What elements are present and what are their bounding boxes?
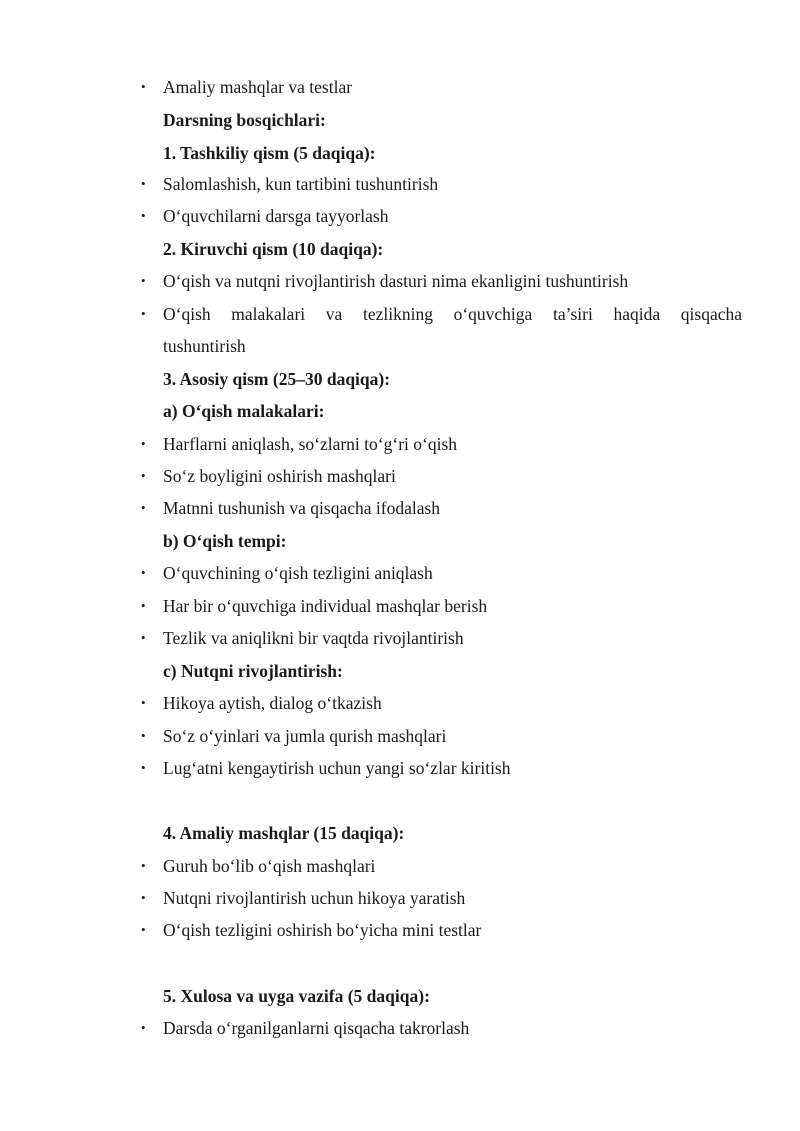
list-item: [141, 720, 742, 752]
heading-text: 4. Amaliy mashqlar (15 daqiqa):: [163, 823, 405, 843]
heading-text: 5. Xulosa va uyga vazifa (5 daqiqa):: [163, 986, 430, 1006]
list-item-text: tushuntirish: [163, 336, 246, 356]
section-heading: [163, 817, 742, 849]
list-item-text: Nutqni rivojlantirish uchun hikoya yaratish: [163, 888, 466, 908]
list-item-text: Har bir o‘quvchiga individual mashqlar berish: [163, 596, 488, 616]
bullet-marker: •: [141, 760, 146, 775]
section-heading: [163, 104, 742, 136]
bullet-marker: •: [141, 208, 146, 223]
list-item-text: Amaliy mashqlar va testlar: [163, 77, 353, 97]
bullet-marker: •: [141, 890, 146, 905]
bullet-marker: •: [141, 1020, 146, 1035]
bullet-marker: •: [141, 598, 146, 613]
list-item: [141, 265, 742, 297]
bullet-marker: •: [141, 922, 146, 937]
heading-text: 3. Asosiy qism (25–30 daqiqa):: [163, 369, 391, 389]
list-item: [141, 71, 742, 103]
bullet-marker: •: [141, 436, 146, 451]
list-item: [141, 492, 742, 524]
heading-text: a) O‘qish malakalari:: [163, 401, 325, 421]
heading-text: Darsning bosqichlari:: [163, 110, 326, 130]
list-item: [141, 168, 742, 200]
list-item: [141, 460, 742, 492]
list-item-text: O‘quvchining o‘qish tezligini aniqlash: [163, 563, 433, 583]
bullet-marker: •: [141, 79, 146, 94]
list-item-text: Darsda o‘rganilganlarni qisqacha takrorlash: [163, 1018, 470, 1038]
list-item-text: Guruh bo‘lib o‘qish mashqlari: [163, 856, 376, 876]
section-heading: [163, 233, 742, 265]
section-heading: [163, 980, 742, 1012]
list-item: [141, 590, 742, 622]
bullet-marker: •: [141, 630, 146, 645]
heading-text: 2. Kiruvchi qism (10 daqiqa):: [163, 239, 384, 259]
list-item-text: Hikoya aytish, dialog o‘tkazish: [163, 693, 382, 713]
bullet-marker: •: [141, 500, 146, 515]
list-item: [141, 298, 742, 330]
list-item-text: O‘qish malakalari va tezlikning o‘quvchiga ta’siri haqida qisqacha: [163, 304, 742, 324]
bullet-marker: •: [141, 728, 146, 743]
list-item-text: Matnni tushunish va qisqacha ifodalash: [163, 498, 441, 518]
bullet-marker: •: [141, 273, 146, 288]
list-item: [141, 428, 742, 460]
list-item-text: So‘z o‘yinlari va jumla qurish mashqlari: [163, 726, 447, 746]
bullet-marker: •: [141, 858, 146, 873]
subsection-heading: [163, 395, 742, 427]
list-item: [141, 850, 742, 882]
list-item: [141, 557, 742, 589]
bullet-marker: •: [141, 565, 146, 580]
bullet-marker: •: [141, 306, 146, 321]
list-item: [141, 622, 742, 654]
bullet-marker: •: [141, 176, 146, 191]
heading-text: 1. Tashkiliy qism (5 daqiqa):: [163, 143, 376, 163]
list-item-text: O‘qish va nutqni rivojlantirish dasturi nima ekanligini tushuntirish: [163, 271, 629, 291]
list-item: [141, 752, 742, 784]
subsection-heading: [163, 525, 742, 557]
heading-text: c) Nutqni rivojlantirish:: [163, 661, 343, 681]
bullet-marker: •: [141, 468, 146, 483]
section-heading: [163, 363, 742, 395]
list-item: [141, 200, 742, 232]
heading-text: b) O‘qish tempi:: [163, 531, 287, 551]
list-item-text: O‘quvchilarni darsga tayyorlash: [163, 206, 389, 226]
list-item-text: Tezlik va aniqlikni bir vaqtda rivojlantirish: [163, 628, 464, 648]
list-item-text: Lug‘atni kengaytirish uchun yangi so‘zlar kiritish: [163, 758, 511, 778]
list-item-text: Harflarni aniqlash, so‘zlarni to‘g‘ri o‘qish: [163, 434, 458, 454]
list-item-text: So‘z boyligini oshirish mashqlari: [163, 466, 396, 486]
section-heading: [163, 137, 742, 169]
list-item-continuation: [163, 330, 742, 362]
list-item: [141, 914, 742, 946]
list-item-text: O‘qish tezligini oshirish bo‘yicha mini testlar: [163, 920, 482, 940]
bullet-marker: •: [141, 695, 146, 710]
list-item: [141, 687, 742, 719]
list-item: [141, 1012, 742, 1044]
list-item-text: Salomlashish, kun tartibini tushuntirish: [163, 174, 439, 194]
list-item: [141, 882, 742, 914]
subsection-heading: [163, 655, 742, 687]
